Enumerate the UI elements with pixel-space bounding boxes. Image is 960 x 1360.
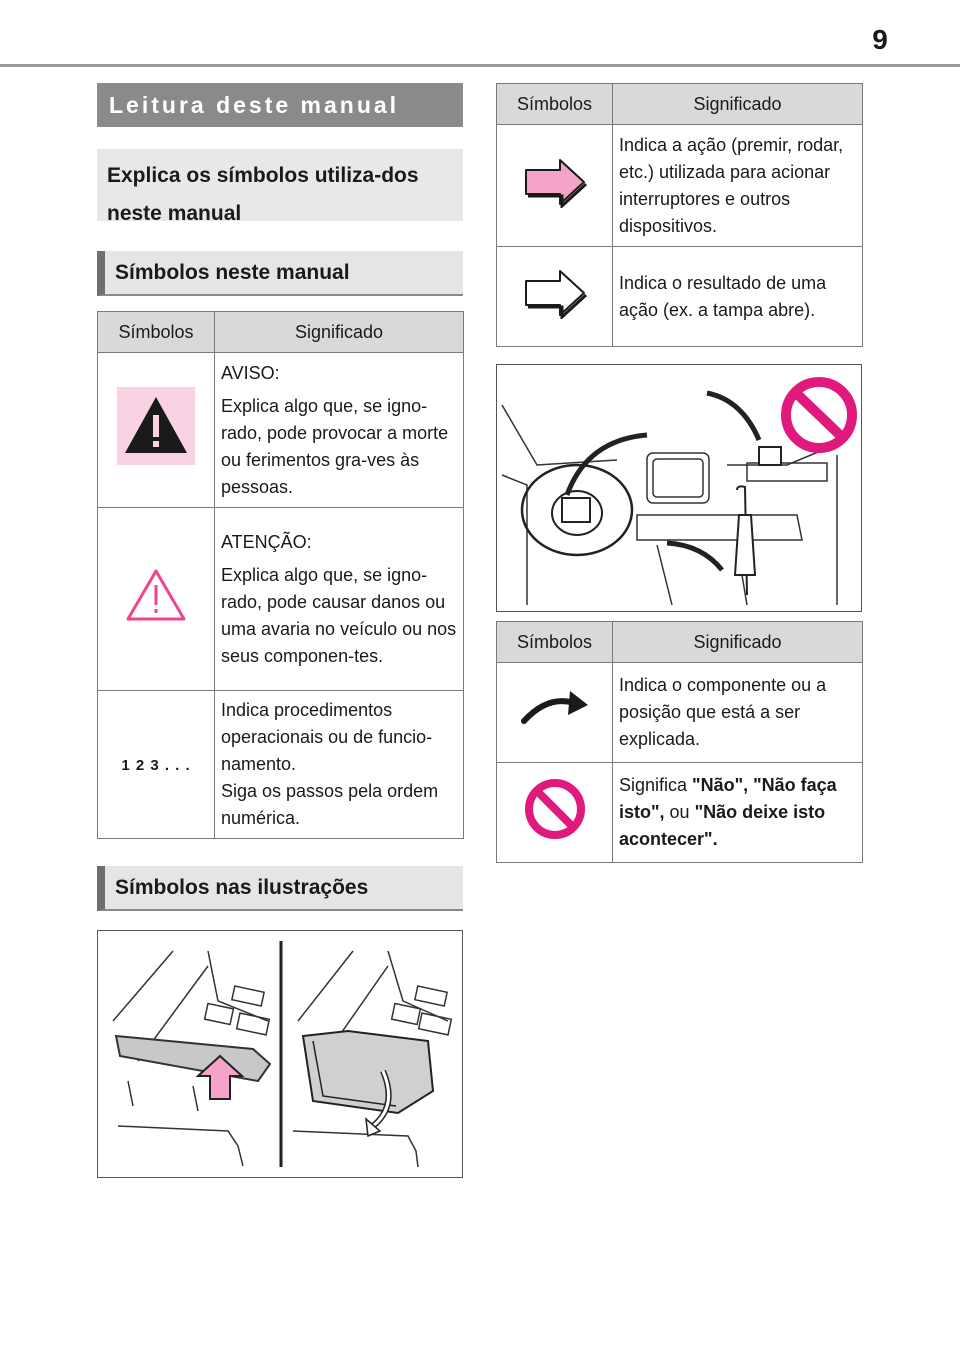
warning-triangle-filled-icon [117,387,195,465]
caution-label: ATENÇÃO: [221,531,312,552]
caution-text: Explica algo que, se igno-rado, pode causar danos ou uma avaria no veículo ou nos seus componen-tes. [221,564,457,666]
page-number: 9 [872,24,888,55]
dashboard-interior-illustration [496,364,862,612]
symbols-manual-heading: Símbolos neste manual [97,251,463,296]
steps-text: Indica procedimentos operacionais ou de funcio-namento. [221,700,433,774]
pointer-arrow-text: Indica o componente ou a posição que está a ser explicada. [619,675,827,749]
warning-text: Explica algo que, se igno-rado, pode provocar a morte ou ferimentos gra-ves às pessoas. [221,395,449,497]
col-header-meaning: Significado [613,622,863,663]
prohibition-text: Significa "Não", "Não faça isto", ou "Não deixe isto acontecer". [619,775,837,849]
top-divider [0,64,960,67]
symbol-cell [98,508,215,691]
sunglasses-holder-illustration [97,930,463,1178]
symbol-cell [98,353,215,508]
meaning-cell [215,508,464,691]
symbols-illustrations-heading: Símbolos nas ilustrações [97,866,463,911]
action-symbols-table [496,83,863,347]
intro-heading: Explica os símbolos utiliza-dos neste manual [97,149,463,221]
caution-triangle-outline-icon [124,567,188,623]
steps-text-2: Siga os passos pela ordem numérica. [221,781,439,828]
symbol-cell [497,247,613,347]
meaning-cell [613,763,863,863]
symbols-manual-table [97,311,464,839]
outline-result-arrow-icon [522,267,588,319]
meaning-cell [613,247,863,347]
symbol-cell [98,691,215,839]
pink-action-arrow-icon [522,156,588,208]
col-header-symbols: Símbolos [497,622,613,663]
steps-123-icon: 1 2 3 . . . [121,756,191,774]
col-header-symbols: Símbolos [497,84,613,125]
warning-label: AVISO: [221,362,280,383]
meaning-cell [613,125,863,247]
result-arrow-text: Indica o resultado de uma ação (ex. a tampa abre). [619,272,827,320]
curved-pointer-arrow-icon [520,687,590,731]
symbol-cell [497,125,613,247]
prohibition-sign-icon [523,777,587,841]
section-title: Leitura deste manual [97,83,463,127]
symbol-cell [497,763,613,863]
col-header-meaning: Significado [613,84,863,125]
symbol-cell [497,663,613,763]
meaning-cell [215,691,464,839]
meaning-cell [215,353,464,508]
illustration-symbols-table [496,621,863,863]
action-arrow-text: Indica a ação (premir, rodar, etc.) utilizada para acionar interruptores e outros dispositivos. [619,134,844,236]
col-header-symbols: Símbolos [98,312,215,353]
col-header-meaning: Significado [215,312,464,353]
meaning-cell [613,663,863,763]
